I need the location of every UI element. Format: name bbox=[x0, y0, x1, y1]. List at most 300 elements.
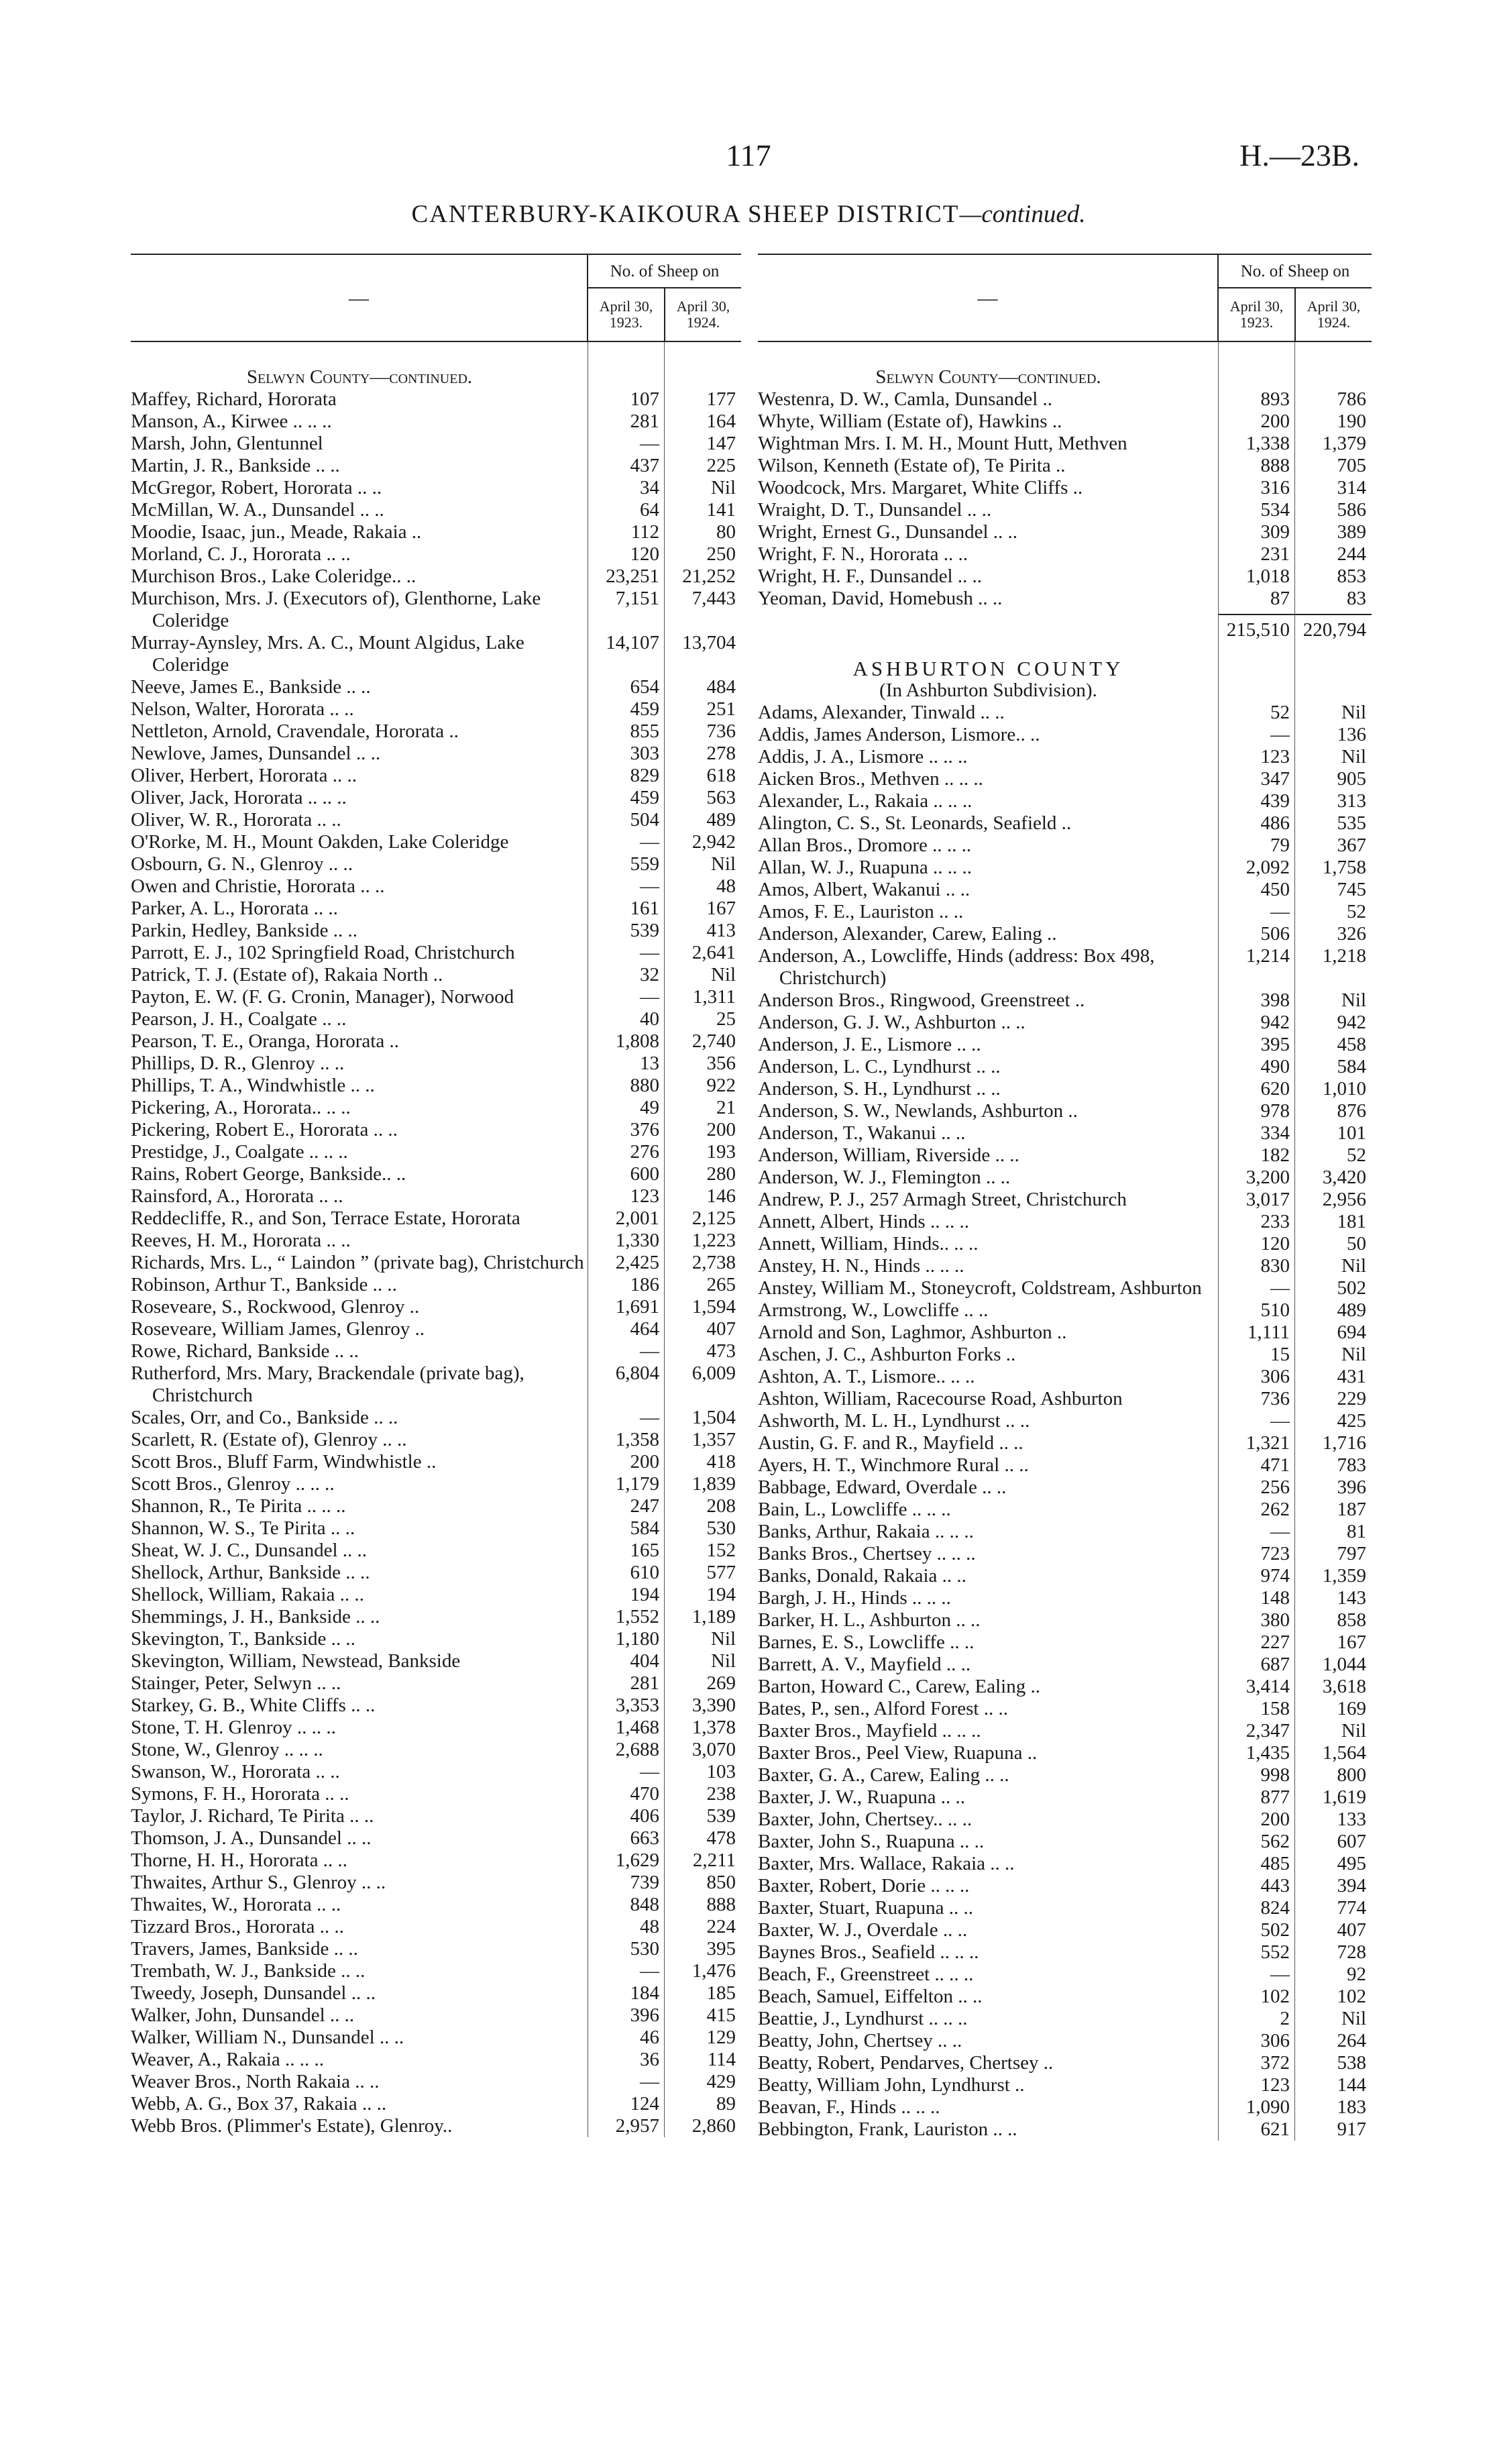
subdivision-heading: (In Ashburton Subdivision). bbox=[879, 680, 1097, 701]
owner-name-cell: Nelson, Walter, Hororata .. .. bbox=[131, 698, 354, 720]
sheep-1924-cell: 3,420 bbox=[1322, 1167, 1366, 1188]
owner-name-cell: Starkey, G. B., White Cliffs .. .. bbox=[131, 1695, 376, 1716]
sheep-1924-cell: 152 bbox=[706, 1540, 736, 1561]
sheep-1923-cell: 306 bbox=[1260, 1366, 1290, 1387]
table-row bbox=[758, 923, 1372, 945]
owner-name-cell: Yeoman, David, Homebush .. .. bbox=[758, 588, 1003, 609]
sheep-1923-cell: 32 bbox=[640, 964, 659, 985]
sheep-1924-cell: 478 bbox=[706, 1827, 736, 1849]
table-row bbox=[131, 1850, 741, 1872]
sheep-1924-cell: 167 bbox=[1337, 1631, 1366, 1653]
sheep-1924-cell: Nil bbox=[1341, 702, 1366, 723]
table-row bbox=[131, 455, 741, 477]
left-table bbox=[131, 254, 741, 2137]
sheep-1924-cell: 539 bbox=[706, 1805, 736, 1827]
table-header bbox=[131, 255, 741, 342]
owner-name-cell: Baxter, J. W., Ruapuna .. .. bbox=[758, 1786, 965, 1808]
sheep-1923-cell: 124 bbox=[630, 2093, 659, 2114]
table-row bbox=[131, 1075, 741, 1097]
table-row bbox=[758, 724, 1372, 746]
district-title-suffix: —continued. bbox=[959, 201, 1086, 228]
sheep-1923-cell: 231 bbox=[1260, 543, 1290, 565]
sheep-1923-cell: 1,691 bbox=[615, 1296, 659, 1318]
table-row bbox=[758, 1122, 1372, 1144]
sheep-1924-cell: 164 bbox=[706, 411, 736, 432]
sheep-1924-cell: 853 bbox=[1337, 566, 1366, 587]
sheep-1923-cell: 1,338 bbox=[1245, 433, 1290, 454]
sheep-1923-cell: 14,107 bbox=[606, 632, 659, 653]
sheep-1923-cell: 256 bbox=[1260, 1477, 1290, 1498]
owner-name-cell: Anderson, S. H., Lyndhurst .. .. bbox=[758, 1078, 1001, 1100]
sheep-1923-cell: 395 bbox=[1260, 1034, 1290, 1055]
sheep-1923-cell: 123 bbox=[630, 1185, 659, 1207]
sheep-1923-cell: 182 bbox=[1260, 1144, 1290, 1166]
table-row bbox=[758, 768, 1372, 790]
owner-name-cell: Prestidge, J., Coalgate .. .. .. bbox=[131, 1141, 348, 1163]
sheep-1924-cell: 618 bbox=[706, 765, 736, 786]
owner-name-cell: Baxter, W. J., Overdale .. .. bbox=[758, 1919, 968, 1941]
owner-name-cell: Shannon, R., Te Pirita .. .. .. bbox=[131, 1495, 346, 1517]
table-row bbox=[131, 1429, 741, 1451]
table-row bbox=[758, 1056, 1372, 1078]
table-row bbox=[131, 986, 741, 1008]
sheep-1924-cell: 167 bbox=[706, 898, 736, 919]
sheep-1924-cell: 584 bbox=[1337, 1056, 1366, 1077]
sheep-1924-cell: 265 bbox=[706, 1274, 736, 1295]
sheep-1923-cell: 1,214 bbox=[1245, 945, 1290, 967]
owner-name-cell: Walker, William N., Dunsandel .. .. bbox=[131, 2027, 404, 2048]
owner-name-cell: Beatty, John, Chertsey .. .. bbox=[758, 2030, 962, 2051]
owner-name-cell: Neeve, James E., Bankside .. .. bbox=[131, 676, 371, 698]
sheep-1924-cell: 1,476 bbox=[691, 1960, 736, 1982]
owner-name-cell: Baynes Bros., Seafield .. .. .. bbox=[758, 1941, 979, 1963]
owner-name-cell: Anderson, W. J., Flemington .. .. bbox=[758, 1167, 1011, 1188]
owner-name-cell: Richards, Mrs. L., “ Laindon ” (private bag), Christchurch bbox=[131, 1252, 584, 1273]
owner-name-cell: Anderson, L. C., Lyndhurst .. .. bbox=[758, 1056, 1001, 1077]
sheep-1924-cell: 141 bbox=[706, 499, 736, 521]
sheep-1923-cell: 52 bbox=[1270, 702, 1290, 723]
sheep-1923-cell: 600 bbox=[630, 1163, 659, 1185]
sheep-1923-cell: 34 bbox=[640, 477, 659, 498]
table-body bbox=[758, 342, 1372, 2141]
sheep-1923-cell: 654 bbox=[630, 676, 659, 698]
table-row bbox=[758, 1100, 1372, 1122]
sheep-1923-cell: — bbox=[1270, 724, 1290, 745]
sheep-1924-cell: 495 bbox=[1337, 1853, 1366, 1874]
sheep-1923-cell: 227 bbox=[1260, 1631, 1290, 1653]
sheep-1924-cell: 1,378 bbox=[691, 1717, 736, 1738]
table-row bbox=[131, 2071, 741, 2093]
table-row bbox=[758, 1299, 1372, 1322]
sheep-1924-cell: 169 bbox=[1337, 1698, 1366, 1719]
table-row bbox=[758, 746, 1372, 768]
table-row bbox=[131, 1473, 741, 1495]
sheep-1924-cell: 229 bbox=[1337, 1388, 1366, 1409]
owner-name-cell: Thomson, J. A., Dunsandel .. .. bbox=[131, 1827, 372, 1849]
owner-name-cell: Babbage, Edward, Overdale .. .. bbox=[758, 1477, 1007, 1498]
sheep-1924-cell: Nil bbox=[710, 477, 736, 498]
sheep-1924-cell: 103 bbox=[706, 1761, 736, 1782]
sheep-1923-cell: 3,200 bbox=[1245, 1167, 1290, 1188]
owner-name-cell: Parker, A. L., Hororata .. .. bbox=[131, 898, 338, 919]
sheep-1924-cell: 200 bbox=[706, 1119, 736, 1140]
sheep-1923-cell: — bbox=[640, 2071, 659, 2092]
sheep-1923-cell: 49 bbox=[640, 1097, 659, 1118]
table-row bbox=[131, 1982, 741, 2004]
table-row bbox=[131, 566, 741, 588]
sheep-1924-cell: 888 bbox=[706, 1894, 736, 1915]
sheep-1924-cell: 269 bbox=[706, 1672, 736, 1694]
owner-name-cell: Rutherford, Mrs. Mary, Brackendale (private bag), Christchurch bbox=[131, 1362, 524, 1406]
owner-name-cell: Murchison, Mrs. J. (Executors of), Glenthorne, Lake Coleridge bbox=[131, 588, 541, 631]
sheep-1923-cell: 102 bbox=[1260, 1986, 1290, 2007]
table-row bbox=[758, 1809, 1372, 1831]
owner-name-cell: Roseveare, William James, Glenroy .. bbox=[131, 1318, 425, 1340]
sheep-1924-cell: 413 bbox=[706, 920, 736, 941]
sheep-1923-cell: 306 bbox=[1260, 2030, 1290, 2051]
owner-name-cell: Wilson, Kenneth (Estate of), Te Pirita .. bbox=[758, 455, 1066, 476]
owner-name-cell: Bargh, J. H., Hinds .. .. .. bbox=[758, 1587, 951, 1609]
owner-name-cell: Anstey, William M., Stoneycroft, Coldstream, Ashburton bbox=[758, 1277, 1202, 1299]
sheep-1924-cell: 489 bbox=[706, 809, 736, 831]
total-1924: 220,794 bbox=[1295, 614, 1372, 641]
owner-name-cell: Ashworth, M. L. H., Lyndhurst .. .. bbox=[758, 1410, 1030, 1432]
owner-name-cell: Bebbington, Frank, Lauriston .. .. bbox=[758, 2119, 1017, 2140]
sheep-1923-cell: — bbox=[640, 1407, 659, 1428]
sheep-1924-cell: 586 bbox=[1337, 499, 1366, 521]
sheep-1924-cell: 905 bbox=[1337, 768, 1366, 790]
owner-name-cell: Wright, Ernest G., Dunsandel .. .. bbox=[758, 521, 1018, 543]
table-row bbox=[758, 2052, 1372, 2074]
owner-name-cell: Barker, H. L., Ashburton .. .. bbox=[758, 1609, 981, 1631]
table-row bbox=[131, 588, 741, 632]
owner-name-cell: Wright, F. N., Hororata .. .. bbox=[758, 543, 968, 565]
sheep-1924-cell: 783 bbox=[1337, 1454, 1366, 1476]
sheep-1923-cell: 6,804 bbox=[615, 1362, 659, 1384]
sheep-1923-cell: 880 bbox=[630, 1075, 659, 1096]
sheep-1923-cell: 36 bbox=[640, 2049, 659, 2070]
table-row bbox=[758, 945, 1372, 989]
table-row bbox=[758, 1565, 1372, 1587]
sheep-1923-cell: 1,321 bbox=[1245, 1432, 1290, 1454]
sheep-1923-cell: 490 bbox=[1260, 1056, 1290, 1077]
sheep-1923-cell: 194 bbox=[630, 1584, 659, 1605]
sheep-1924-cell: 81 bbox=[1347, 1521, 1366, 1542]
owner-name-cell: Osbourn, G. N., Glenroy .. .. bbox=[131, 853, 353, 875]
owner-name-cell: Anstey, H. N., Hinds .. .. .. bbox=[758, 1255, 964, 1277]
table-row bbox=[131, 1119, 741, 1141]
owner-name-cell: Ayers, H. T., Winchmore Rural .. .. bbox=[758, 1454, 1029, 1476]
table-row bbox=[131, 676, 741, 698]
sheep-1923-cell: 687 bbox=[1260, 1654, 1290, 1675]
sheep-1924-cell: 2,125 bbox=[691, 1208, 736, 1229]
owner-name-cell: Barnes, E. S., Lowcliffe .. .. bbox=[758, 1631, 975, 1653]
sheep-1923-cell: 2 bbox=[1280, 2008, 1290, 2029]
table-row bbox=[758, 1919, 1372, 1941]
owner-name-cell: Wightman Mrs. I. M. H., Mount Hutt, Methven bbox=[758, 433, 1127, 454]
sheep-1924-cell: 194 bbox=[706, 1584, 736, 1605]
table-row bbox=[758, 1543, 1372, 1565]
sheep-1923-cell: 620 bbox=[1260, 1078, 1290, 1100]
sheep-1924-cell: 136 bbox=[1337, 724, 1366, 745]
sheep-1923-cell: 123 bbox=[1260, 2074, 1290, 2096]
sheep-1924-cell: 25 bbox=[716, 1008, 736, 1030]
sheep-1923-cell: 112 bbox=[630, 521, 659, 543]
sheep-1924-cell: 728 bbox=[1337, 1941, 1366, 1963]
table-row bbox=[758, 1853, 1372, 1875]
sheep-1923-cell: — bbox=[640, 1960, 659, 1982]
sheep-1923-cell: 184 bbox=[630, 1982, 659, 2004]
sheep-1924-cell: 52 bbox=[1347, 901, 1366, 922]
owner-name-cell: Travers, James, Bankside .. .. bbox=[131, 1938, 358, 1960]
sheep-1924-cell: 48 bbox=[716, 875, 736, 897]
sheep-1924-cell: 1,223 bbox=[691, 1230, 736, 1251]
owner-name-cell: Andrew, P. J., 257 Armagh Street, Christchurch bbox=[758, 1189, 1127, 1210]
sheep-1924-cell: 7,443 bbox=[691, 588, 736, 609]
table-row bbox=[131, 1362, 741, 1407]
sheep-1923-cell: — bbox=[1270, 901, 1290, 922]
sheep-1923-cell: 1,552 bbox=[615, 1606, 659, 1627]
table-row bbox=[758, 1742, 1372, 1764]
table-row bbox=[131, 720, 741, 743]
owner-name-cell: Aicken Bros., Methven .. .. .. bbox=[758, 768, 983, 790]
sheep-1923-cell: 334 bbox=[1260, 1122, 1290, 1144]
owner-name-cell: Anderson, S. W., Newlands, Ashburton .. bbox=[758, 1100, 1078, 1122]
owner-name-cell: Bain, L., Lowcliffe .. .. .. bbox=[758, 1499, 951, 1520]
table-row bbox=[131, 1407, 741, 1429]
owner-name-cell: Scott Bros., Bluff Farm, Windwhistle .. bbox=[131, 1451, 437, 1472]
section-heading: Selwyn County—continued. bbox=[875, 366, 1101, 388]
sheep-1924-cell: 146 bbox=[706, 1185, 736, 1207]
owner-name-cell: Anderson Bros., Ringwood, Greenstreet .. bbox=[758, 989, 1085, 1011]
owner-name-cell: Pickering, A., Hororata.. .. .. bbox=[131, 1097, 351, 1118]
owner-name-cell: Anderson, William, Riverside .. .. bbox=[758, 1144, 1019, 1166]
table-row bbox=[758, 1631, 1372, 1654]
table-row bbox=[131, 1894, 741, 1916]
sheep-1924-cell: 1,758 bbox=[1322, 857, 1366, 878]
table-row bbox=[131, 1960, 741, 1982]
table-row bbox=[758, 1654, 1372, 1676]
sheep-1924-cell: 80 bbox=[716, 521, 736, 543]
sheep-1924-cell: 1,311 bbox=[692, 986, 736, 1008]
header-years bbox=[588, 288, 741, 341]
table-row bbox=[758, 588, 1372, 610]
sheep-1923-cell: 824 bbox=[1260, 1897, 1290, 1919]
right-rows bbox=[758, 388, 1372, 610]
header-sheep-group bbox=[587, 255, 741, 341]
owner-name-cell: Pearson, T. E., Oranga, Hororata .. bbox=[131, 1030, 399, 1052]
table-row bbox=[758, 1477, 1372, 1499]
owner-name-cell: Baxter Bros., Peel View, Ruapuna .. bbox=[758, 1742, 1038, 1764]
sheep-1923-cell: 3,017 bbox=[1245, 1189, 1290, 1210]
sheep-1924-cell: 129 bbox=[706, 2027, 736, 2048]
sheep-1924-cell: 1,189 bbox=[691, 1606, 736, 1627]
table-row bbox=[758, 857, 1372, 879]
owner-name-cell: Shellock, William, Rakaia .. .. bbox=[131, 1584, 364, 1605]
sheep-1923-cell: 978 bbox=[1260, 1100, 1290, 1122]
sheep-1923-cell: — bbox=[640, 942, 659, 963]
table-row bbox=[131, 1340, 741, 1362]
header-sheep-on: No. of Sheep on bbox=[1219, 255, 1372, 288]
sheep-1923-cell: 309 bbox=[1260, 521, 1290, 543]
table-row bbox=[131, 1805, 741, 1827]
owner-name-cell: Oliver, W. R., Hororata .. .. bbox=[131, 809, 341, 831]
table-row bbox=[131, 1872, 741, 1894]
owner-name-cell: McGregor, Robert, Hororata .. .. bbox=[131, 477, 382, 498]
sheep-1923-cell: — bbox=[1270, 1964, 1290, 1985]
owner-name-cell: Scales, Orr, and Co., Bankside .. .. bbox=[131, 1407, 398, 1428]
sheep-1923-cell: — bbox=[640, 433, 659, 454]
owner-name-cell: Moodie, Isaac, jun., Meade, Rakaia .. bbox=[131, 521, 422, 543]
table-row bbox=[758, 1167, 1372, 1189]
owner-name-cell: Maffey, Richard, Hororata bbox=[131, 388, 337, 410]
sheep-1924-cell: Nil bbox=[1341, 1720, 1366, 1742]
sheep-1923-cell: 380 bbox=[1260, 1609, 1290, 1631]
sheep-1924-cell: 530 bbox=[706, 1517, 736, 1539]
sheep-1924-cell: 2,942 bbox=[691, 831, 736, 853]
sheep-1923-cell: — bbox=[1270, 1277, 1290, 1299]
table-row bbox=[758, 1587, 1372, 1609]
owner-name-cell: Baxter, G. A., Carew, Ealing .. .. bbox=[758, 1764, 1009, 1786]
owner-name-cell: Barrett, A. V., Mayfield .. .. bbox=[758, 1654, 971, 1675]
table-row bbox=[131, 1916, 741, 1938]
owner-name-cell: Symons, F. H., Hororata .. .. bbox=[131, 1783, 349, 1805]
sheep-1924-cell: 425 bbox=[1337, 1410, 1366, 1432]
table-row bbox=[758, 1034, 1372, 1056]
owner-name-cell: Baxter, John S., Ruapuna .. .. bbox=[758, 1831, 985, 1852]
table-row bbox=[131, 765, 741, 787]
owner-name-cell: Anderson, J. E., Lismore .. .. bbox=[758, 1034, 981, 1055]
table-row bbox=[758, 1388, 1372, 1410]
sheep-1924-cell: Nil bbox=[710, 964, 736, 985]
owner-name-cell: Anderson, Alexander, Carew, Ealing .. bbox=[758, 923, 1057, 945]
owner-name-cell: Baxter, Mrs. Wallace, Rakaia .. .. bbox=[758, 1853, 1015, 1874]
sheep-1923-cell: 877 bbox=[1260, 1786, 1290, 1808]
district-title bbox=[0, 200, 1497, 229]
sheep-1923-cell: 530 bbox=[630, 1938, 659, 1960]
table-row bbox=[758, 989, 1372, 1012]
table-row bbox=[758, 1211, 1372, 1233]
sheep-1923-cell: — bbox=[640, 986, 659, 1008]
owner-name-cell: Reeves, H. M., Hororata .. .. bbox=[131, 1230, 351, 1251]
sheep-1923-cell: 281 bbox=[630, 1672, 659, 1694]
sheep-1923-cell: 247 bbox=[630, 1495, 659, 1517]
sheep-1924-cell: 225 bbox=[706, 455, 736, 476]
sheep-1924-cell: 563 bbox=[706, 787, 736, 808]
table-row bbox=[758, 566, 1372, 588]
table-row bbox=[131, 1938, 741, 1960]
sheep-1924-cell: 208 bbox=[706, 1495, 736, 1517]
table-body bbox=[131, 342, 741, 2137]
table-row bbox=[758, 521, 1372, 543]
owner-name-cell: Annett, Albert, Hinds .. .. .. bbox=[758, 1211, 969, 1232]
owner-name-cell: Alexander, L., Rakaia .. .. .. bbox=[758, 790, 973, 812]
table-row bbox=[131, 1008, 741, 1030]
table-row bbox=[131, 831, 741, 853]
owner-name-cell: Weaver, A., Rakaia .. .. .. bbox=[131, 2049, 325, 2070]
sheep-1924-cell: 314 bbox=[1337, 477, 1366, 498]
sheep-1924-cell: 396 bbox=[1337, 1477, 1366, 1498]
sheep-1923-cell: 281 bbox=[630, 411, 659, 432]
sheep-1924-cell: 6,009 bbox=[691, 1362, 736, 1384]
sheep-1924-cell: 185 bbox=[706, 1982, 736, 2004]
owner-name-cell: Thwaites, W., Hororata .. .. bbox=[131, 1894, 341, 1915]
sheep-1924-cell: 407 bbox=[1337, 1919, 1366, 1941]
sheep-1924-cell: 736 bbox=[706, 720, 736, 742]
sheep-1924-cell: 538 bbox=[1337, 2052, 1366, 2074]
owner-name-cell: Banks Bros., Chertsey .. .. .. bbox=[758, 1543, 976, 1564]
sheep-1924-cell: Nil bbox=[710, 853, 736, 875]
owner-name-cell: Shellock, Arthur, Bankside .. .. bbox=[131, 1562, 370, 1583]
table-row bbox=[758, 2096, 1372, 2119]
sheep-1923-cell: 2,425 bbox=[615, 1252, 659, 1273]
table-row bbox=[131, 1053, 741, 1075]
sheep-1924-cell: Nil bbox=[1341, 1255, 1366, 1277]
sheep-1923-cell: 974 bbox=[1260, 1565, 1290, 1587]
sheep-1923-cell: 485 bbox=[1260, 1853, 1290, 1874]
sheep-1924-cell: 1,839 bbox=[691, 1473, 736, 1495]
sheep-1924-cell: 2,641 bbox=[691, 942, 736, 963]
sheep-1923-cell: 148 bbox=[1260, 1587, 1290, 1609]
sheep-1924-cell: 367 bbox=[1337, 835, 1366, 856]
table-row bbox=[131, 499, 741, 521]
sheep-1924-cell: Nil bbox=[1341, 989, 1366, 1011]
table-row bbox=[758, 1344, 1372, 1366]
sheep-1923-cell: 443 bbox=[1260, 1875, 1290, 1896]
sheep-1924-cell: 238 bbox=[706, 1783, 736, 1805]
sheep-1924-cell: 797 bbox=[1337, 1543, 1366, 1564]
sheep-1924-cell: 922 bbox=[706, 1075, 736, 1096]
owner-name-cell: Taylor, J. Richard, Te Pirita .. .. bbox=[131, 1805, 374, 1827]
owner-name-cell: Baxter, Robert, Dorie .. .. .. bbox=[758, 1875, 970, 1896]
sheep-1923-cell: 459 bbox=[630, 787, 659, 808]
owner-name-cell: Beatty, Robert, Pendarves, Chertsey .. bbox=[758, 2052, 1054, 2074]
sheep-1923-cell: 40 bbox=[640, 1008, 659, 1030]
table-row bbox=[131, 2004, 741, 2027]
sheep-1923-cell: 663 bbox=[630, 1827, 659, 1849]
sheep-1923-cell: 2,688 bbox=[615, 1739, 659, 1760]
sheep-1923-cell: 1,358 bbox=[615, 1429, 659, 1450]
table-row bbox=[131, 1030, 741, 1053]
owner-name-cell: Beattie, J., Lyndhurst .. .. .. bbox=[758, 2008, 968, 2029]
owner-name-cell: Parkin, Hedley, Bankside .. .. bbox=[131, 920, 358, 941]
sheep-1924-cell: 326 bbox=[1337, 923, 1366, 945]
sheep-1923-cell: 559 bbox=[630, 853, 659, 875]
sheep-1924-cell: 52 bbox=[1347, 1144, 1366, 1166]
owner-name-cell: Murray-Aynsley, Mrs. A. C., Mount Algidus, Lake Coleridge bbox=[131, 632, 524, 676]
owner-name-cell: Patrick, T. J. (Estate of), Rakaia North .. bbox=[131, 964, 443, 985]
sheep-1923-cell: 3,414 bbox=[1245, 1676, 1290, 1697]
owner-name-cell: Baxter Bros., Mayfield .. .. .. bbox=[758, 1720, 981, 1742]
table-row bbox=[131, 920, 741, 942]
sheep-1923-cell: 262 bbox=[1260, 1499, 1290, 1520]
owner-name-cell: Murchison Bros., Lake Coleridge.. .. bbox=[131, 566, 417, 587]
sheep-1924-cell: 850 bbox=[706, 1872, 736, 1893]
table-row bbox=[131, 1783, 741, 1805]
owner-name-cell: Martin, J. R., Bankside .. .. bbox=[131, 455, 340, 476]
sheep-1923-cell: 347 bbox=[1260, 768, 1290, 790]
table-row bbox=[758, 1764, 1372, 1786]
sheep-1923-cell: 276 bbox=[630, 1141, 659, 1163]
table-row bbox=[758, 702, 1372, 724]
sheep-1924-cell: 244 bbox=[1337, 543, 1366, 565]
sheep-1923-cell: 450 bbox=[1260, 879, 1290, 900]
sheep-1923-cell: 23,251 bbox=[606, 566, 659, 587]
owner-name-cell: Arnold and Son, Laghmor, Ashburton .. bbox=[758, 1322, 1067, 1343]
sheep-1924-cell: 429 bbox=[706, 2071, 736, 2092]
sheep-1923-cell: 506 bbox=[1260, 923, 1290, 945]
table-row bbox=[131, 433, 741, 455]
